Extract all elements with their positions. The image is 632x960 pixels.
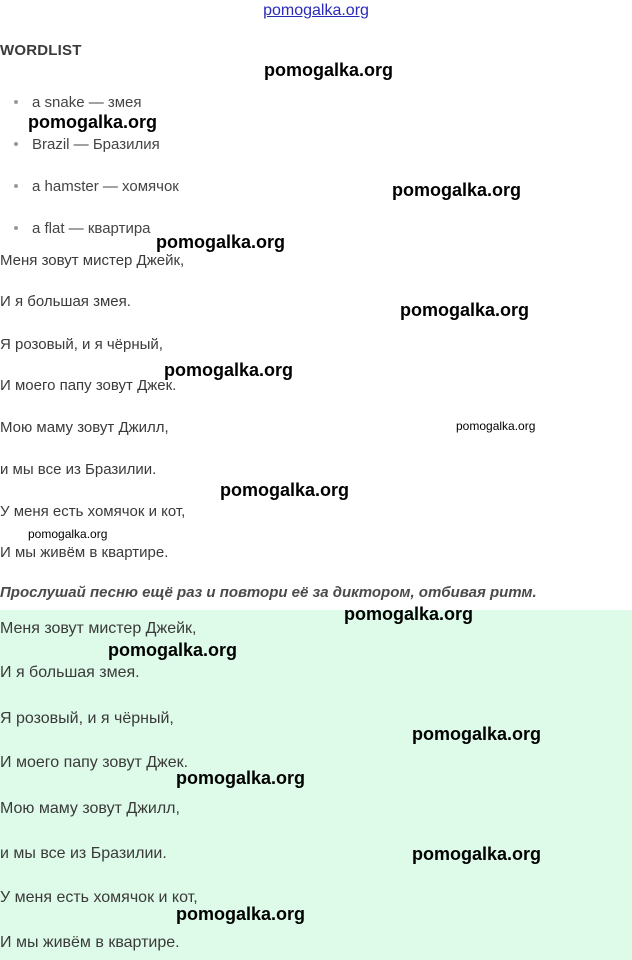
watermark: pomogalka.org [344,604,474,624]
song-line: И мы живём в квартире. [0,544,169,561]
watermark: pomogalka.org [220,480,350,500]
watermark: pomogalka.org [176,904,306,924]
panel-line: И моего папу зовут Джек. [0,754,189,771]
watermark: pomogalka.org [164,360,294,380]
wordlist-item: a snake — змея [14,94,142,111]
watermark: pomogalka.org [412,844,542,864]
panel-line: и мы все из Бразилии. [0,845,167,862]
wordlist-heading: WORDLIST [0,42,82,59]
wordlist-item: a hamster — хомячок [14,178,179,195]
answer-panel [0,610,632,960]
bullet-icon [14,100,18,104]
watermark: pomogalka.org [28,112,158,132]
song-line: Я розовый, и я чёрный, [0,336,163,353]
wordlist-item: a flat — квартира [14,220,151,237]
watermark: pomogalka.org [264,60,394,80]
panel-line: Мою маму зовут Джилл, [0,800,180,817]
watermark: pomogalka.org [28,527,108,541]
watermark: pomogalka.org [400,300,530,320]
site-link[interactable]: pomogalka.org [263,2,369,19]
wordlist-item: Brazil — Бразилия [14,136,160,153]
watermark: pomogalka.org [392,180,522,200]
watermark: pomogalka.org [156,232,286,252]
song-line: И моего папу зовут Джек. [0,377,177,394]
watermark: pomogalka.org [176,768,306,788]
panel-line: И я большая змея. [0,664,140,681]
song-line: Мою маму зовут Джилл, [0,419,169,436]
watermark: pomogalka.org [456,419,536,433]
bullet-icon [14,226,18,230]
song-line: и мы все из Бразилии. [0,461,157,478]
song-line: И я большая змея. [0,293,131,310]
panel-line: Меня зовут мистер Джейк, [0,620,197,637]
song-line: У меня есть хомячок и кот, [0,503,186,520]
panel-line: И мы живём в квартире. [0,934,180,951]
watermark: pomogalka.org [412,724,542,744]
panel-line: Я розовый, и я чёрный, [0,710,174,727]
bullet-icon [14,184,18,188]
instruction-text: Прослушай песню ещё раз и повтори её за диктором, отбивая ритм. [0,584,537,601]
bullet-icon [14,142,18,146]
watermark: pomogalka.org [108,640,238,660]
panel-line: У меня есть хомячок и кот, [0,889,198,906]
song-line: Меня зовут мистер Джейк, [0,252,185,269]
